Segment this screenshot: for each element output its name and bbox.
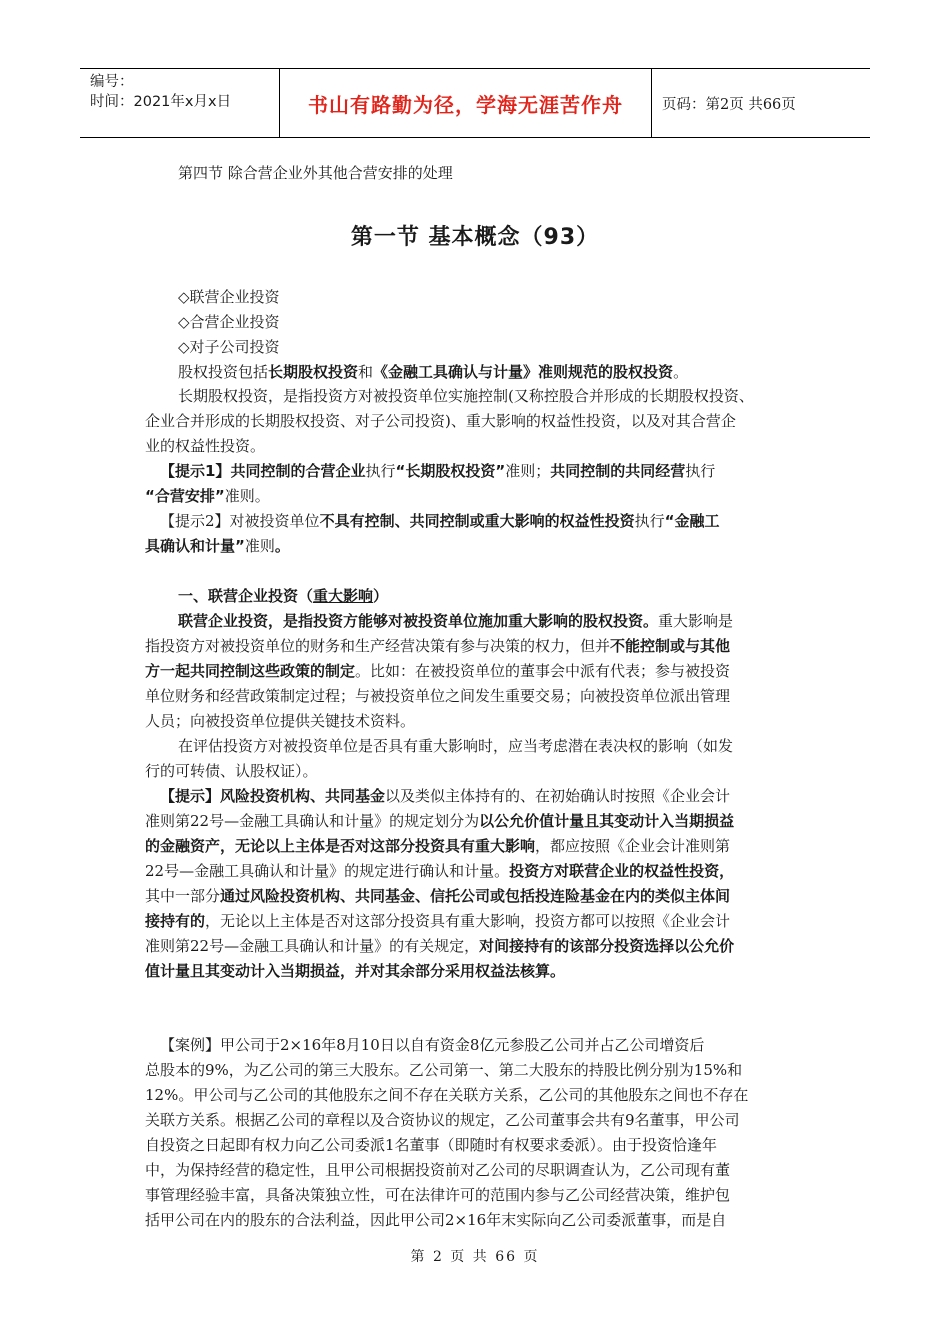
tip-1: 【提示1】共同控制的合营企业执行“长期股权投资”准则；共同控制的共同经营执行 xyxy=(160,462,716,480)
case-line: 括甲公司在内的股东的合法利益，因此甲公司2×16年末实际向乙公司委派董事，而是自 xyxy=(145,1211,727,1229)
paragraph-line: 准则第22号—金融工具确认和计量》的规定划分为以公允价值计量且其变动计入当期损益 xyxy=(145,812,735,830)
paragraph-line: 单位财务和经营政策制定过程；与被投资单位之间发生重要交易；向被投资单位派出管理 xyxy=(145,687,731,705)
paragraph-line: 的金融资产，无论以上主体是否对这部分投资具有重大影响，都应按照《企业会计准则第 xyxy=(145,837,731,855)
paragraph-line: 值计量且其变动计入当期损益，并对其余部分采用权益法核算。 xyxy=(145,962,566,980)
bullet-item: ◇合营企业投资 xyxy=(178,313,280,331)
heading-associate-investment: 一、联营企业投资（重大影响） xyxy=(178,587,389,605)
case-line: 【案例】甲公司于2×16年8月10日以自有资金8亿元参股乙公司并占乙公司增资后 xyxy=(160,1036,705,1054)
case-line: 自投资之日起即有权力向乙公司委派1名董事（即随时有权要求委派）。由于投资恰逢年 xyxy=(145,1136,718,1154)
header-page-info: 页码：第2页 共66页 xyxy=(662,96,796,113)
header-motto: 书山有路勤为径，学海无涯苦作舟 xyxy=(308,92,623,117)
page-header xyxy=(80,68,870,138)
bullet-item: ◇联营企业投资 xyxy=(178,288,280,306)
number-label: 编号： xyxy=(90,74,134,90)
paragraph-line: 方一起共同控制这些政策的制定。比如：在被投资单位的董事会中派有代表；参与被投资 xyxy=(145,662,731,680)
paragraph-line: 接持有的，无论以上主体是否对这部分投资具有重大影响，投资方都可以按照《企业会计 xyxy=(145,912,731,930)
case-line: 事管理经验丰富，具备决策独立性，可在法律许可的范围内参与乙公司经营决策，维护包 xyxy=(145,1186,731,1204)
paragraph-line: 在评估投资方对被投资单位是否具有重大影响时，应当考虑潜在表决权的影响（如发 xyxy=(178,737,734,755)
date-label: 时间：2021年x月x日 xyxy=(90,94,232,110)
header-motto-cell xyxy=(280,69,652,137)
case-line: 中，为保持经营的稳定性，且甲公司根据投资前对乙公司的尽职调查认为，乙公司现有董 xyxy=(145,1161,731,1179)
toc-line: 第四节 除合营企业外其他合营安排的处理 xyxy=(178,164,453,182)
paragraph-line: 长期股权投资，是指投资方对被投资单位实施控制(又称控股合并形成的长期股权投资、 xyxy=(178,387,754,405)
case-line: 12%。甲公司与乙公司的其他股东之间不存在关联方关系，乙公司的其他股东之间也不存在 xyxy=(145,1086,749,1104)
paragraph-line: 其中一部分通过风险投资机构、共同基金、信托公司或包括投连险基金在内的类似主体间 xyxy=(145,887,731,905)
paragraph-line: 联营企业投资，是指投资方能够对被投资单位施加重大影响的股权投资。重大影响是 xyxy=(178,612,734,630)
paragraph-line: 指投资方对被投资单位的财务和生产经营决策有参与决策的权力，但并不能控制或与其他 xyxy=(145,637,731,655)
header-meta xyxy=(80,69,280,137)
tip-2-cont: 具确认和计量”准则。 xyxy=(145,537,290,555)
paragraph-line: 准则第22号—金融工具确认和计量》的有关规定，对间接持有的该部分投资选择以公允价 xyxy=(145,937,735,955)
bullet-item: ◇对子公司投资 xyxy=(178,338,280,356)
page-footer: 第 2 页 共 66 页 xyxy=(410,1249,540,1265)
paragraph-line: 企业合并形成的长期股权投资、对子公司投资)、重大影响的权益性投资，以及对其合营企 xyxy=(145,412,736,430)
paragraph-equity-investment: 股权投资包括长期股权投资和《金融工具确认与计量》准则规范的股权投资。 xyxy=(178,363,689,381)
paragraph-line: 业的权益性投资。 xyxy=(145,437,266,455)
case-line: 总股本的9%，为乙公司的第三大股东。乙公司第一、第二大股东的持股比例分别为15%和 xyxy=(145,1061,743,1079)
tip-1-cont: “合营安排”准则。 xyxy=(145,487,270,505)
tip-3: 【提示】风险投资机构、共同基金以及类似主体持有的、在初始确认时按照《企业会计 xyxy=(160,787,731,805)
paragraph-line: 人员；向被投资单位提供关键技术资料。 xyxy=(145,712,416,730)
section-title: 第一节 基本概念（93） xyxy=(350,225,600,250)
paragraph-line: 行的可转债、认股权证）。 xyxy=(145,762,318,780)
paragraph-line: 22号—金融工具确认和计量》的规定进行确认和计量。投资方对联营企业的权益性投资， xyxy=(145,862,735,880)
tip-2: 【提示2】对被投资单位不具有控制、共同控制或重大影响的权益性投资执行“金融工 xyxy=(160,512,720,530)
case-line: 关联方关系。根据乙公司的章程以及合资协议的规定，乙公司董事会共有9名董事，甲公司 xyxy=(145,1111,740,1129)
